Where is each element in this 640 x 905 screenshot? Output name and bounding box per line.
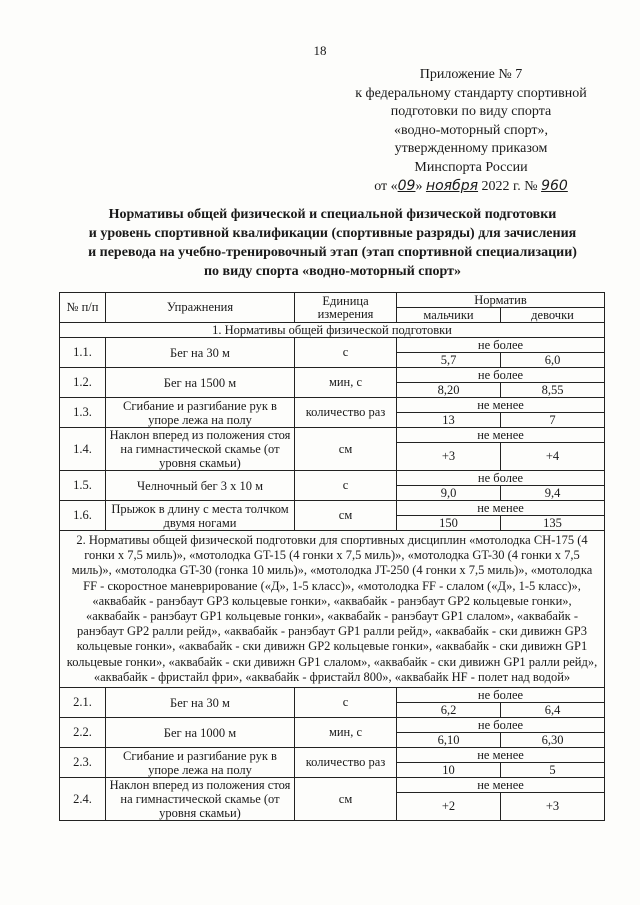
section-row [60,531,605,688]
row-girls-value: 135 [501,516,605,531]
row-num: 2.4. [60,778,106,821]
row-girls-value: 5 [501,763,605,778]
row-girls-value: 6,4 [501,703,605,718]
title-line: Нормативы общей физической и специальной физической подготовки [108,207,557,222]
row-boys-value: 10 [397,763,501,778]
row-condition: не более [397,471,605,486]
row-girls-value: +4 [501,443,605,471]
row-boys-value: +3 [397,443,501,471]
row-exercise: Наклон вперед из положения стоя на гимнастической скамье (от уровня скамьи) [106,428,295,471]
row-boys-value: 13 [397,413,501,428]
row-unit: см [295,778,397,821]
row-unit: с [295,688,397,718]
header-norm: Норматив [397,293,605,308]
row-condition: не менее [397,778,605,793]
date-mid: » [415,179,426,194]
row-num: 2.1. [60,688,106,718]
row-exercise: Челночный бег 3 х 10 м [106,471,295,501]
appendix-line: «водно-моторный спорт», [393,122,549,138]
appendix-line: Приложение № 7 [419,67,523,82]
row-exercise: Бег на 1000 м [106,718,295,748]
header-girls: девочки [501,308,605,323]
row-boys-value: 6,2 [397,703,501,718]
document-title [60,205,605,281]
row-condition: не менее [397,398,605,413]
appendix-line: к федеральному стандарту спортивной [355,85,587,101]
standards-table [59,292,605,821]
row-boys-value: 5,7 [397,353,501,368]
row-condition: не менее [397,748,605,763]
title-line: и уровень спортивной квалификации (спортивные разряды) для зачисления [88,226,577,241]
row-condition: не более [397,718,605,733]
row-boys-value: +2 [397,793,501,821]
header-num: № п/п [60,293,106,323]
row-exercise: Бег на 1500 м [106,368,295,398]
row-num: 1.2. [60,368,106,398]
row-boys-value: 9,0 [397,486,501,501]
row-girls-value: 6,0 [501,353,605,368]
row-num: 2.2. [60,718,106,748]
row-unit: количество раз [295,398,397,428]
header-exercise: Упражнения [106,293,295,323]
row-unit: с [295,338,397,368]
row-num: 1.1. [60,338,106,368]
section-row [60,323,605,338]
row-condition: не менее [397,501,605,516]
header-boys: мальчики [397,308,501,323]
page-number: 18 [313,43,327,58]
order-date-line [326,177,616,197]
table-row [60,748,605,763]
row-girls-value: +3 [501,793,605,821]
appendix-line: Минспорта России [414,159,528,175]
row-unit: см [295,428,397,471]
row-boys-value: 8,20 [397,383,501,398]
table-row [60,368,605,383]
row-num: 1.6. [60,501,106,531]
row-unit: с [295,471,397,501]
row-girls-value: 7 [501,413,605,428]
row-boys-value: 150 [397,516,501,531]
row-num: 1.5. [60,471,106,501]
row-condition: не более [397,688,605,703]
row-condition: не более [397,368,605,383]
row-exercise: Бег на 30 м [106,688,295,718]
table-row [60,688,605,703]
row-num: 1.4. [60,428,106,471]
section-1-heading: 1. Нормативы общей физической подготовки [60,323,605,338]
row-unit: количество раз [295,748,397,778]
appendix-line: утвержденному приказом [394,141,548,156]
row-condition: не менее [397,428,605,443]
table-row [60,778,605,793]
row-girls-value: 8,55 [501,383,605,398]
title-line: и перевода на учебно-тренировочный этап (этап спортивной специализации) [88,245,577,260]
table-row [60,718,605,733]
section-2-heading: 2. Нормативы общей физической подготовки для спортивных дисциплин «мотолодка СН-175 (4 гонки х 7,5 миль)», «мотолодка GT-15 (4 гонки х 7,5 миль)», «мотолодка GT-30 (4 гонки х 7,5 миль)», «мотолодка GT-30 (гонка 10 миль)», «мотолодка JT-250 (4 гонки х 7,5 миль)», «мотолодка FF - скоростное маневрирование («Д», 1-5 класс)», «мотолодка FF - слалом («Д», 1-5 класс)», «аквабайк - ранэбаут GP3 кольцевые гонки», «аквабайк - ранэбаут GP2 кольцевые гонки», «аквабайк - ранэбаут GP1 кольцевые гонки», «аквабайк - ранэбаут GP1 слалом», «аквабайк - ранэбаут GP2 ралли рейд», «аквабайк - ранэбаут GP1 ралли рейд», «аквабайк - ски дивижн GP3 кольцевые гонки», «аквабайк - ски дивижн GP2 кольцевые гонки», «аквабайк - ски дивижн GP1 кольцевые гонки», «аквабайк - ски дивижн GP1 слалом», «аквабайк - ски дивижн GP1 ралли рейд», «аквабайк - фристайл фри», «аквабайк - фристайл 800», «аквабайк HF - полет над водой» [60,531,605,688]
row-girls-value: 6,30 [501,733,605,748]
table-row [60,338,605,353]
row-boys-value: 6,10 [397,733,501,748]
table-row [60,501,605,516]
row-girls-value: 9,4 [501,486,605,501]
table-row [60,471,605,486]
appendix-line: подготовки по виду спорта [390,104,552,119]
row-exercise: Сгибание и разгибание рук в упоре лежа на полу [106,748,295,778]
table-row [60,398,605,413]
title-line: по виду спорта «водно-моторный спорт» [203,264,462,279]
handwritten-order-number: 960 [541,178,568,194]
row-exercise: Бег на 30 м [106,338,295,368]
appendix-block [326,66,616,197]
row-unit: мин, с [295,718,397,748]
date-year: 2022 г. № [478,179,542,194]
date-prefix: от « [374,179,398,194]
handwritten-day: 09 [397,178,416,194]
row-exercise: Сгибание и разгибание рук в упоре лежа на полу [106,398,295,428]
row-condition: не более [397,338,605,353]
row-exercise: Прыжок в длину с места толчком двумя ногами [106,501,295,531]
row-unit: см [295,501,397,531]
header-row [60,293,605,308]
row-num: 2.3. [60,748,106,778]
row-exercise: Наклон вперед из положения стоя на гимнастической скамье (от уровня скамьи) [106,778,295,821]
row-num: 1.3. [60,398,106,428]
table-row [60,428,605,443]
header-unit: Единица измерения [295,293,397,323]
row-unit: мин, с [295,368,397,398]
handwritten-month: ноября [425,178,479,194]
